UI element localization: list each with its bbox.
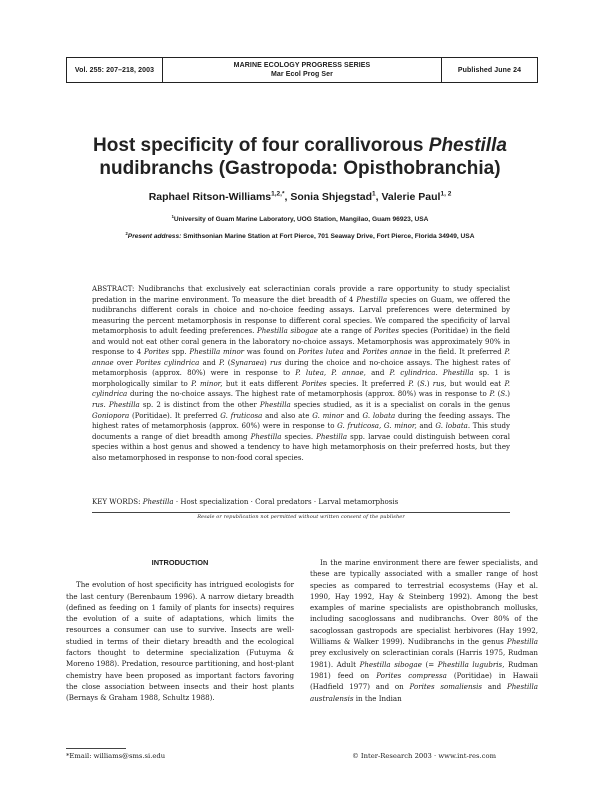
abstract-species: Goniopora [92, 410, 130, 420]
abstract-text: in the field. It preferred [411, 347, 505, 357]
abstract-species: P. cylindrica [92, 378, 510, 399]
journal-name-full: MARINE ECOLOGY PROGRESS SERIES [233, 62, 371, 69]
author-sep: , [375, 191, 382, 203]
author-1: Raphael Ritson-Williams [148, 191, 272, 203]
abstract-text: species (Poritidae) in the field and would not eat other coral genera in the laboratory no-choice assays. Metamorphosis was approximately 90% in response to 4 [92, 326, 510, 357]
abstract-species: Phestilla [316, 431, 348, 441]
abstract-text: ) [264, 357, 271, 367]
intro-paragraph-1: The evolution of host specificity has intrigued ecologists for the last century (Berenbaum 1996). A narrow dietary breadth (defined as feeding on 1 family of plants for insects) requires the evolution of a suite of adaptations, which limits the resources a consumer can use to survive. Insects are well-studied in terms of their dietary breadth and the ecological factors thought to determine specialization (Futuyma & Moreno 1988). Predation, resource partitioning, and host-plant chemistry have been proposed as important factors favoring the close association between insects and their host plants (Bernays & Graham 1988, Schultz 1988). [66, 580, 294, 703]
abstract-text: ( [224, 357, 231, 367]
abstract [92, 284, 510, 463]
body-text: In the marine environment there are fewer specialists, and these are typically associated with a smaller range of host species as compared to terrestrial ecosystems (Hay et al. 1990, Hay 1992, Hay & Steinberg 1992). Among the best examples of marine specialists are opisthobranch mollusks, including sacoglossans and nudibranchs. Over 80% of the sacoglossan gastropods are specialist herbivores (Hay 1992, Williams & Walker 1999). Nudibranchs in the genus [310, 558, 538, 647]
footnote-rule [66, 748, 126, 749]
abstract-text: but would eat [446, 378, 505, 388]
keyword-1: Phestilla [142, 497, 174, 506]
abstract-text: spp. [168, 347, 190, 357]
journal-name [163, 58, 441, 82]
body-text: in the Indian [353, 693, 402, 703]
abstract-species: Phestilla sibogae [257, 326, 318, 336]
abstract-text: spp. larvae could distinguish between coral species within a host genus and showed a tendency to have high metamorphosis on their preferred hosts, but they also metamorphosed in response to non-food coral species. [92, 431, 510, 462]
affiliation-2-marker: 2 [125, 230, 128, 236]
author-2: Sonia Shjegstad [290, 191, 373, 203]
body-species: Phestilla australensis [310, 682, 539, 703]
body-species: Phestilla [506, 637, 538, 647]
abstract-text: ) [426, 378, 433, 388]
publisher-copyright: © Inter-Research 2003 · www.int-res.com [351, 752, 497, 760]
body-text: and [482, 682, 507, 692]
abstract-species: rus. Phestilla [92, 400, 140, 410]
abstract-species: G. lobata [362, 410, 396, 420]
right-column [310, 557, 538, 704]
abstract-species: G. lobata. [435, 421, 471, 431]
affiliation-2 [40, 230, 560, 240]
abstract-species: Phestilla [250, 431, 282, 441]
abstract-species: S. [500, 389, 508, 399]
abstract-species: G. minor [312, 410, 344, 420]
author-list [40, 191, 560, 203]
abstract-text: sp. 2 is distinct from the other [139, 400, 260, 410]
body-text: (= [421, 659, 438, 669]
abstract-species: P. minor, [191, 378, 223, 388]
author-3: Valerie Paul [381, 191, 441, 203]
affiliation-1-marker: 1 [171, 213, 174, 219]
title-part2: nudibranchs (Gastropoda: Opisthobranchia) [99, 158, 501, 179]
abstract-species: P. [489, 389, 495, 399]
journal-name-abbrev: Mar Ecol Prog Ser [271, 71, 333, 78]
abstract-text: species on Guam, we offered the nudibranchs different corals in choice and no-choice feeding assays. Larval preferences were determined by measuring the percent metamorphosis in response to different coral species. We compared the specificity of larval metamorphosis to adult feeding preferences. [92, 294, 510, 336]
body-species: Porites somaliensis [409, 682, 483, 692]
intro-paragraph-2 [310, 557, 538, 704]
abstract-text: ( [495, 389, 501, 399]
abstract-text: species. [281, 431, 317, 441]
abstract-text: This study documents a range of diet breadth among [92, 421, 511, 441]
abstract-text: and [365, 368, 390, 378]
present-address-label: Present address: [127, 233, 182, 240]
keywords-rest: · Host specialization · Coral predators · Larval metamorphosis [173, 497, 399, 506]
section-heading: INTRODUCTION [151, 558, 209, 567]
keywords [92, 497, 510, 507]
body-text: prey exclusively on scleractinian corals (Harris 1975, Rudman 1981). Adult [310, 648, 538, 669]
abstract-text: and [343, 347, 363, 357]
abstract-text: and [199, 357, 219, 367]
abstract-text: (Poritidae). It preferred [129, 410, 221, 420]
volume-info: Vol. 255: 207–218, 2003 [67, 58, 163, 82]
abstract-species: S. [419, 378, 427, 388]
publication-date: Published June 24 [441, 58, 537, 82]
abstract-species: P. cylindrica. Phestilla [389, 368, 474, 378]
affiliation-1 [40, 213, 560, 223]
abstract-species: Porites cylindrica [135, 357, 200, 367]
abstract-text: ( [413, 378, 420, 388]
abstract-text: during the choice and no-choice assays. The highest rates of metamorphosis (approx. 80%) were in response to [92, 357, 511, 378]
author-1-affil: 1,2,* [271, 190, 285, 198]
abstract-species: Phestilla [259, 400, 291, 410]
author-2-affil: 1 [372, 190, 376, 198]
author-3-affil: 1, 2 [440, 190, 452, 198]
abstract-species: rus [270, 357, 282, 367]
abstract-species: Porites [301, 378, 327, 388]
abstract-species: Porites lutea [298, 347, 344, 357]
abstract-species: G. fruticosa [220, 410, 263, 420]
abstract-text: over [113, 357, 136, 367]
divider-line [92, 512, 510, 513]
author-sep: , [284, 191, 291, 203]
journal-header [66, 57, 538, 83]
abstract-text: sp. 1 is morphologically similar to [92, 368, 510, 388]
abstract-species: G. fruticosa, G. minor, [337, 421, 417, 431]
body-species: Phestilla sibogae [359, 659, 422, 669]
abstract-text: ) [507, 389, 510, 399]
abstract-text: and [343, 410, 363, 420]
abstract-species: P. [408, 378, 414, 388]
paper-title [40, 134, 560, 180]
affiliation-1-text: University of Guam Marine Laboratory, UOG Station, Mangilao, Guam 96923, USA [173, 216, 429, 223]
abstract-text: but it eats different [222, 378, 302, 388]
body-text: (Poritidae) in Hawaii (Hadfield 1977) and on [310, 670, 538, 692]
abstract-species: Phestilla minor [189, 347, 245, 357]
abstract-text: during the no-choice assays. The highest rate of metamorphosis (approx. 80%) was in response to [127, 389, 490, 399]
author-email: *Email: williams@sms.si.edu [66, 752, 166, 760]
copyright-notice: Resale or republication not permitted without written consent of the publisher [197, 514, 405, 520]
abstract-text: ate a range of [317, 326, 375, 336]
abstract-species: rus, [432, 378, 447, 388]
abstract-species: Porites [144, 347, 169, 357]
abstract-text: and [416, 421, 436, 431]
abstract-species: Porites [374, 326, 399, 336]
abstract-species: Porites annae [362, 347, 412, 357]
title-genus: Phestilla [428, 135, 507, 156]
keywords-label: KEY WORDS: [92, 497, 141, 506]
abstract-species: P. annae [92, 347, 511, 367]
left-column [66, 557, 294, 704]
abstract-species: P. [219, 357, 225, 367]
abstract-text: ABSTRACT: Nudibranchs that exclusively eat scleractinian corals provide a rare opportunity to study specialist predation in the marine environment. To measure the diet breadth of 4 [92, 284, 510, 304]
title-part1: Host specificity of four corallivorous [93, 135, 429, 156]
abstract-text: was found on [244, 347, 299, 357]
body-species: Phestilla lugubris, [437, 659, 505, 669]
abstract-text: species studied, as it is a specialist on corals in the genus [290, 400, 510, 410]
affiliation-2-text: Smithsonian Marine Station at Fort Pierce, 701 Seaway Drive, Fort Pierce, Florida 34949, USA [181, 233, 475, 240]
abstract-species: Synaraea [230, 357, 265, 367]
abstract-text: species. It preferred [326, 378, 409, 388]
abstract-species: Phestilla [356, 294, 388, 304]
abstract-text: during the feeding assays. The highest rates of metamorphosis (approx. 60%) were in response to [92, 410, 511, 431]
body-species: Porites compressa [376, 670, 447, 680]
body-text: Rudman 1981) feed on [310, 659, 538, 680]
abstract-text: and also ate [262, 410, 313, 420]
abstract-species: P. lutea, P. annae, [295, 368, 366, 378]
